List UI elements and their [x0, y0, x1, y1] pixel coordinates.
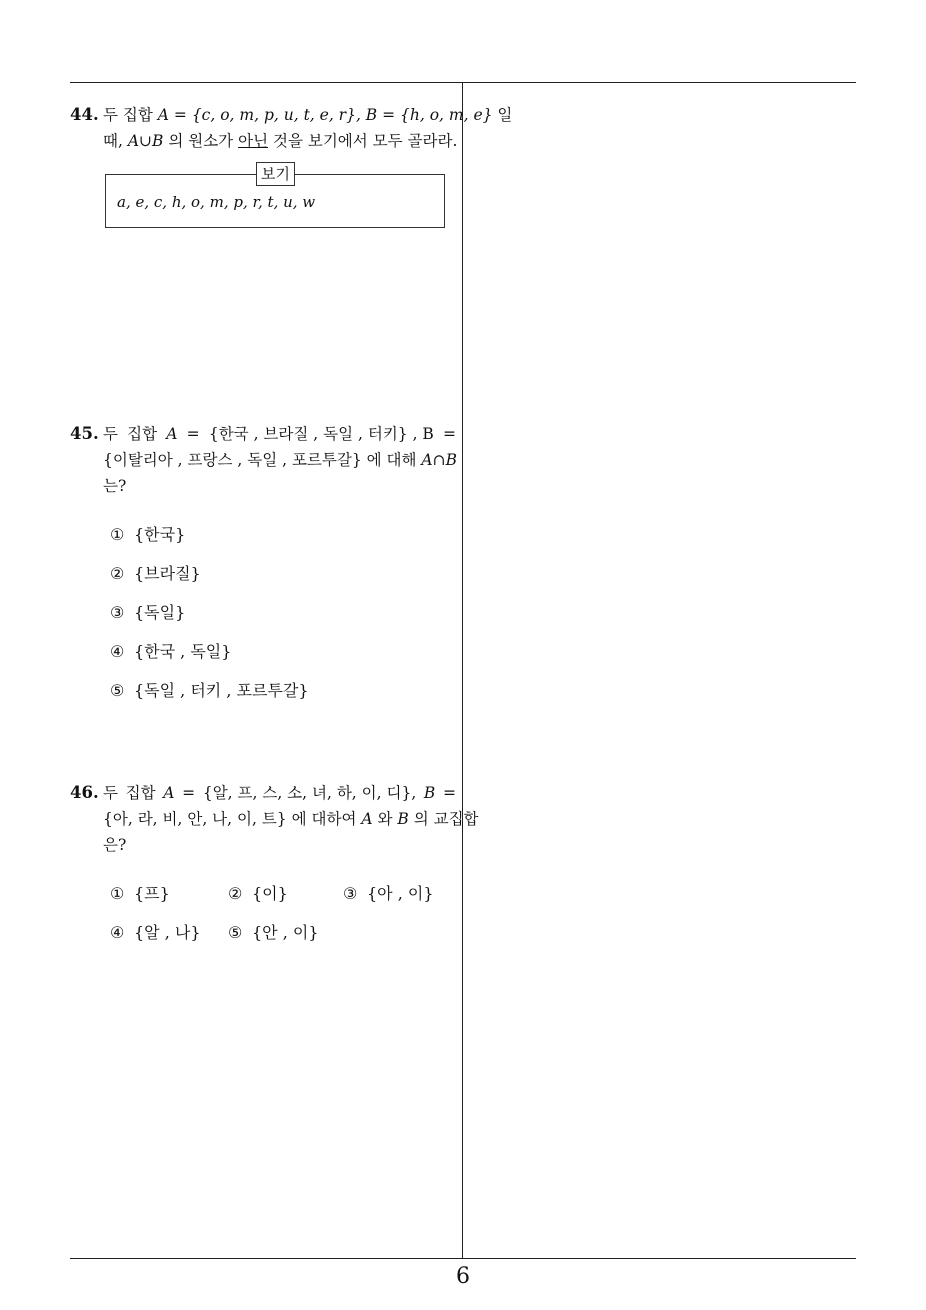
- choice-text: {이}: [252, 884, 288, 903]
- stem-line-1: [103, 421, 456, 447]
- choice-text: {알 , 나}: [134, 923, 201, 942]
- stem-line-2: [103, 128, 456, 154]
- choice-1[interactable]: [110, 881, 170, 904]
- bogi-items: a, e, c, h, o, m, p, r, t, u, w: [117, 193, 316, 211]
- set-name: A: [361, 810, 373, 828]
- problem-stem: [103, 421, 456, 499]
- top-rule: [70, 82, 856, 83]
- union-expression: A∪B: [127, 132, 164, 150]
- choice-mark: ③: [110, 603, 125, 622]
- set-expression: {알, 프, 스, 소, 녀, 하, 이, 디},: [202, 784, 417, 802]
- equals-sign: =: [443, 425, 456, 443]
- stem-text: 에 대하여: [286, 810, 362, 828]
- set-name: A: [163, 784, 175, 802]
- problem-45: [70, 421, 456, 499]
- column-divider: [462, 82, 463, 1259]
- stem-text: 와: [372, 810, 398, 828]
- equals-sign: =: [186, 425, 200, 443]
- choice-mark: ④: [110, 642, 125, 661]
- equals-sign: =: [442, 784, 456, 802]
- choice-text: {한국}: [134, 525, 186, 544]
- choice-text: {독일 , 터키 , 포르투갈}: [134, 681, 309, 700]
- choice-mark: ④: [110, 923, 125, 942]
- choice-mark: ⑤: [110, 681, 125, 700]
- stem-text: 의 교집합: [408, 810, 479, 828]
- choice-mark: ①: [110, 884, 125, 903]
- bottom-rule: [70, 1258, 856, 1259]
- choice-3[interactable]: [343, 881, 434, 904]
- problem-stem: [103, 102, 513, 154]
- choice-5[interactable]: [228, 920, 319, 943]
- stem-line-3: 은?: [103, 836, 127, 854]
- stem-text: 두 집합: [103, 106, 158, 124]
- stem-line-3: 는?: [103, 477, 127, 495]
- stem-text: 때,: [103, 132, 128, 150]
- problem-number: 45.: [70, 424, 99, 443]
- choice-5[interactable]: [110, 678, 309, 701]
- stem-line-1: [103, 780, 456, 806]
- stem-text: 일: [492, 106, 513, 124]
- problem-number: 46.: [70, 783, 99, 802]
- choice-mark: ②: [228, 884, 243, 903]
- stem-text: 것을 보기에서 모두 골라라.: [268, 132, 458, 150]
- choice-mark: ③: [343, 884, 358, 903]
- intersection-expression: A∩B: [421, 451, 457, 469]
- stem-text: 두: [103, 425, 118, 443]
- stem-line-1: [103, 102, 513, 128]
- choice-2[interactable]: [110, 561, 201, 584]
- underlined-emphasis: 아닌: [238, 132, 269, 150]
- stem-text: 집합: [125, 784, 156, 802]
- bogi-title: 보기: [256, 162, 295, 186]
- stem-text: 의 원소가: [163, 132, 239, 150]
- choice-4[interactable]: [110, 920, 201, 943]
- stem-text: 에 대해: [361, 451, 422, 469]
- problem-stem: [103, 780, 479, 858]
- choice-text: {한국 , 독일}: [134, 642, 232, 661]
- stem-line-2: [103, 806, 479, 832]
- page-number: 6: [456, 1264, 470, 1289]
- problem-46: [70, 780, 479, 858]
- choice-mark: ⑤: [228, 923, 243, 942]
- set-expression: {한국 , 브라질 , 독일 , 터키} , B: [208, 425, 434, 443]
- choice-mark: ②: [110, 564, 125, 583]
- choice-text: {아 , 이}: [367, 884, 434, 903]
- problem-number: 44.: [70, 105, 99, 124]
- set-expression: {이탈리아 , 프랑스 , 독일 , 포르투갈}: [103, 451, 362, 469]
- choice-4[interactable]: [110, 639, 231, 662]
- set-name: B: [423, 784, 436, 802]
- choice-mark: ①: [110, 525, 125, 544]
- stem-text: 두: [103, 784, 118, 802]
- choice-text: {독일}: [134, 603, 186, 622]
- bogi-box: [105, 165, 445, 228]
- set-name: A: [166, 425, 178, 443]
- stem-text: 집합: [127, 425, 158, 443]
- choice-text: {브라질}: [134, 564, 201, 583]
- choice-text: {프}: [134, 884, 170, 903]
- choice-3[interactable]: [110, 600, 185, 623]
- choice-text: {안 , 이}: [252, 923, 319, 942]
- equals-sign: =: [182, 784, 196, 802]
- set-expression: A = {c, o, m, p, u, t, e, r}, B = {h, o, m, e}: [157, 106, 493, 124]
- problem-44: [70, 102, 513, 211]
- choice-2[interactable]: [228, 881, 288, 904]
- set-name: B: [397, 810, 409, 828]
- set-expression: {아, 라, 비, 안, 나, 이, 트}: [103, 810, 287, 828]
- stem-line-2: [103, 447, 456, 473]
- choice-1[interactable]: [110, 522, 185, 545]
